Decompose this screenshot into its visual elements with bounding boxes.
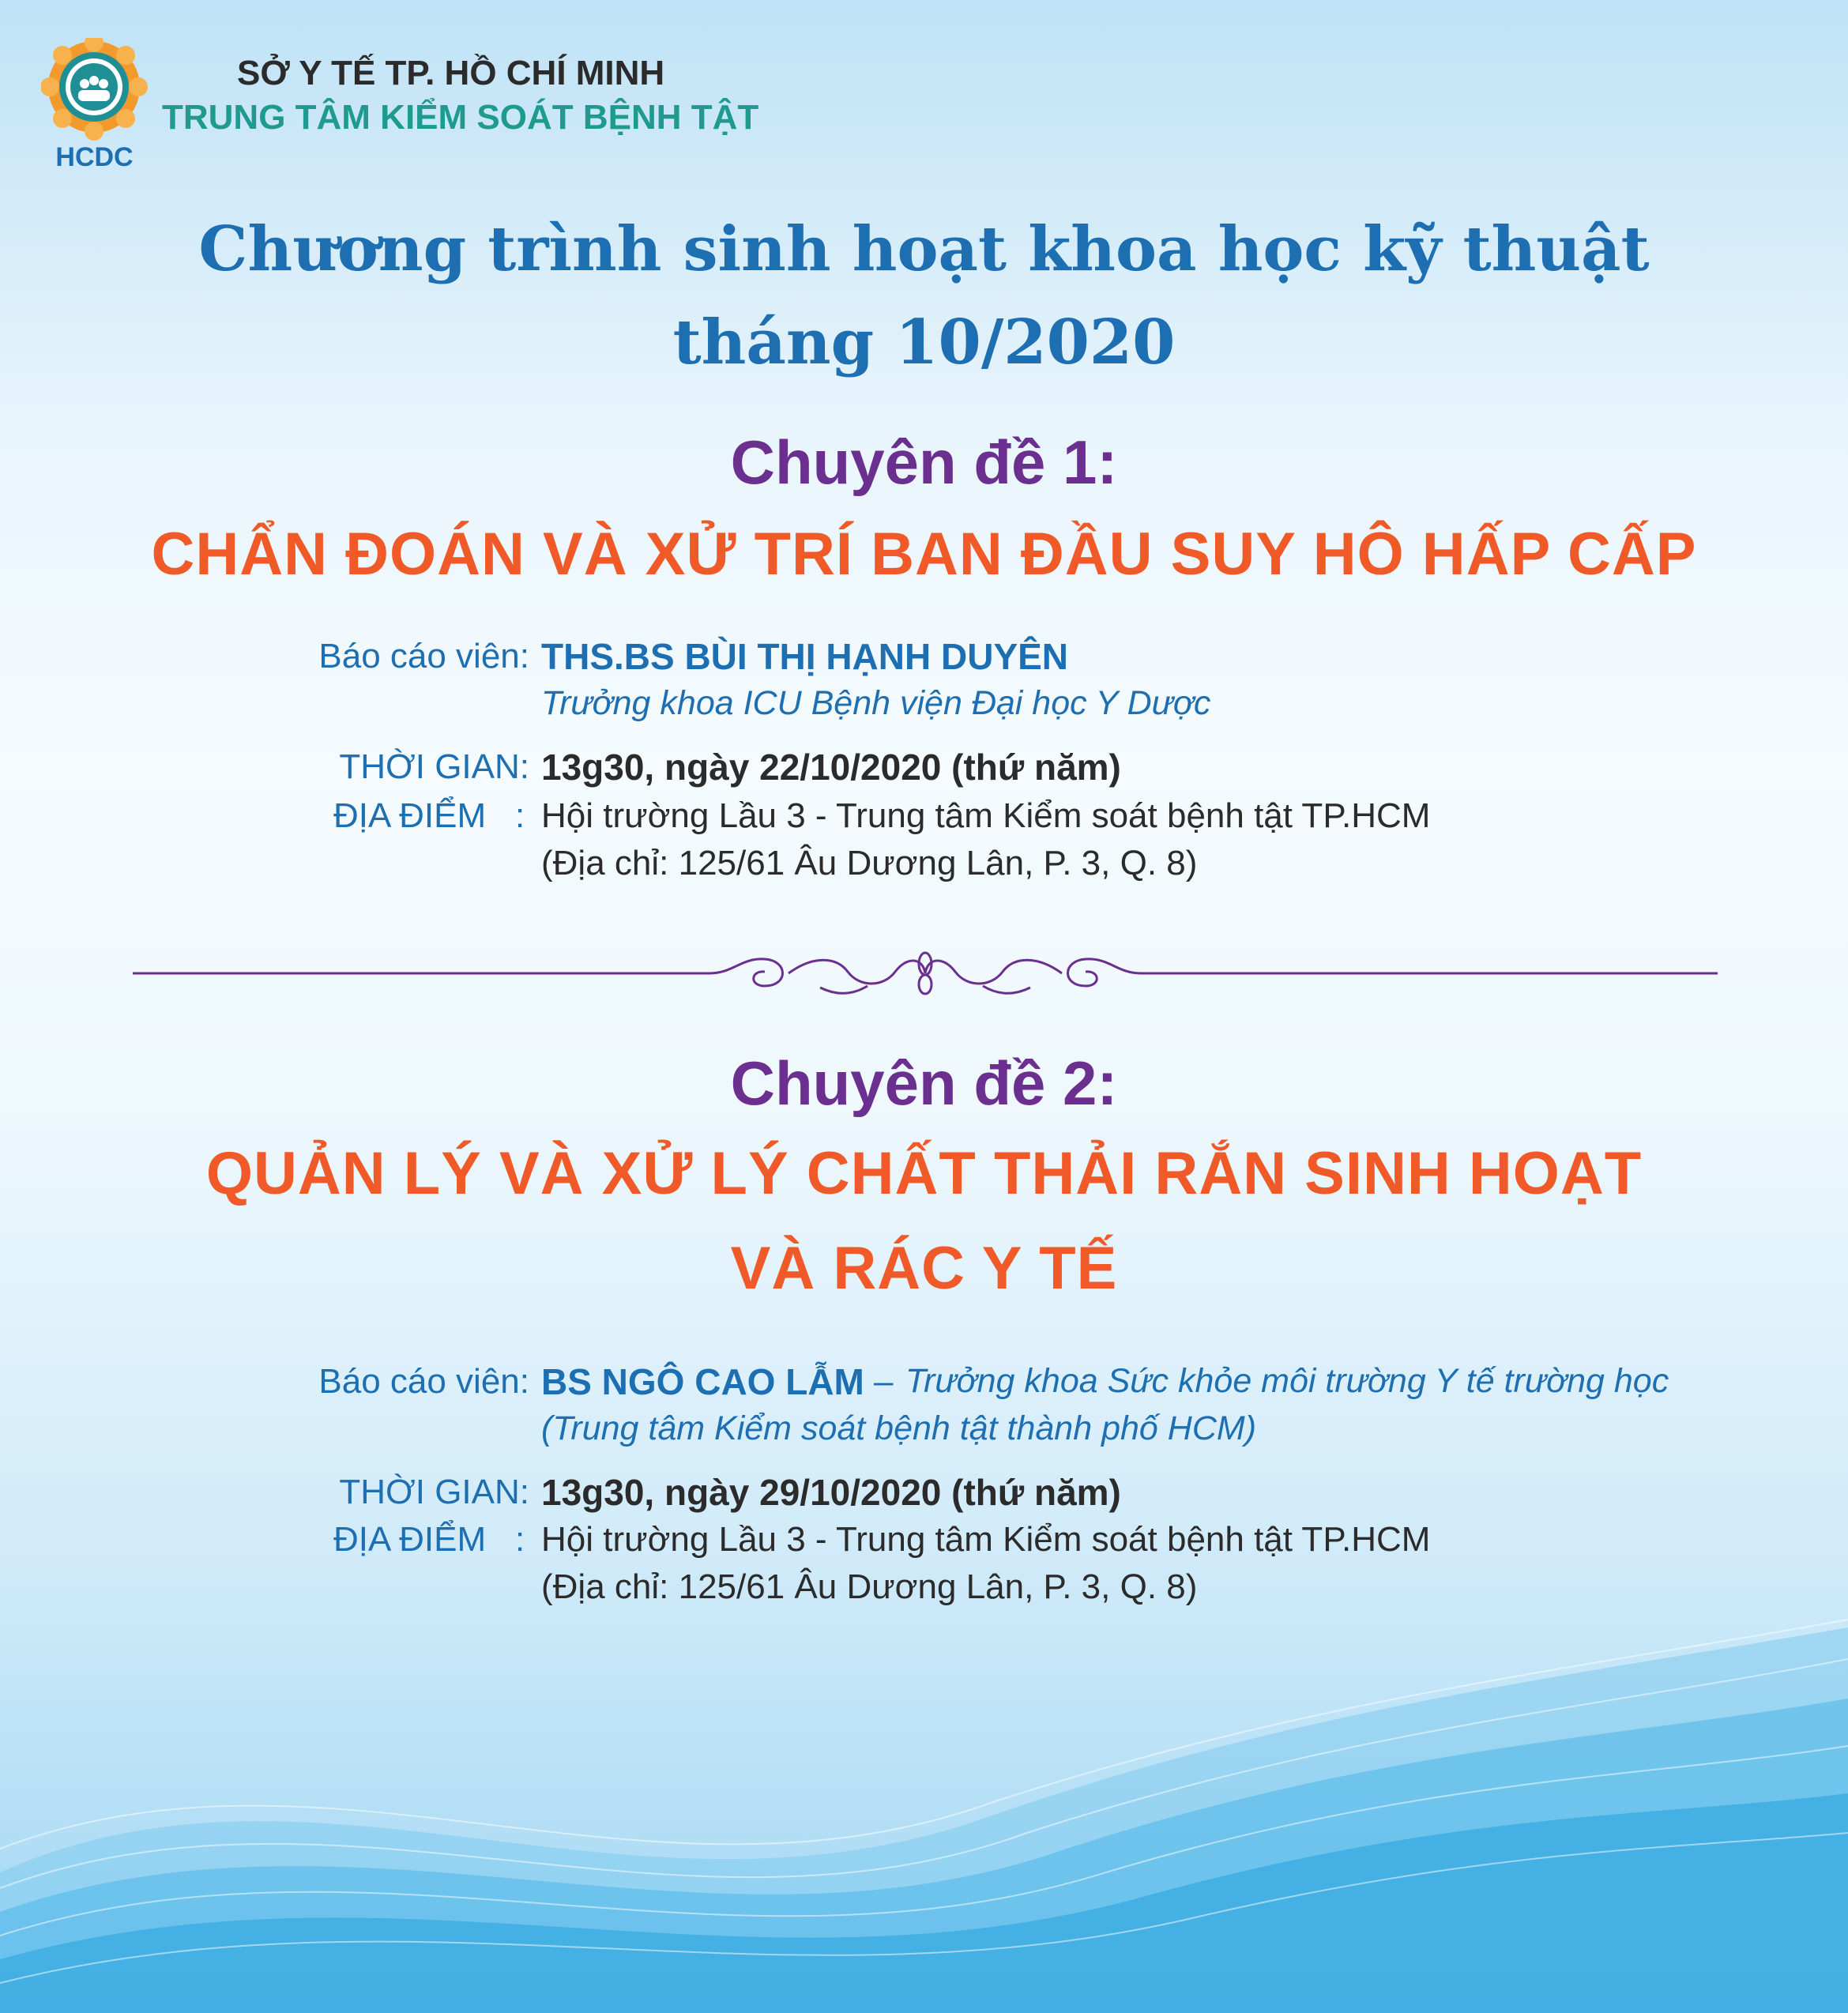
topic1-address: (Địa chỉ: 125/61 Âu Dương Lân, P. 3, Q. 8) (541, 844, 1198, 882)
logo-caption: HCDC (55, 142, 134, 172)
program-month: tháng 10/2020 (672, 307, 1176, 378)
topic1-place-label: ĐỊA ĐIỂM (333, 796, 487, 835)
topic1-speaker-label: Báo cáo viên: (318, 637, 529, 675)
topic1-place-colon: : (515, 796, 525, 835)
topic1-speaker-role: Trưởng khoa ICU Bệnh viện Đại học Y Dược (541, 684, 1211, 722)
topic2-label: Chuyên đề 2: (730, 1048, 1118, 1118)
program-title: Chương trình sinh hoạt khoa học kỹ thuật (198, 213, 1650, 285)
org-center-name: TRUNG TÂM KIỂM SOÁT BỆNH TẬT (162, 98, 759, 137)
topic1-speaker-name: THS.BS BÙI THỊ HẠNH DUYÊN (541, 636, 1069, 677)
topic2-title-line2: VÀ RÁC Y TẾ (730, 1235, 1118, 1302)
topic1-time-label: THỜI GIAN: (339, 747, 529, 786)
topic2-place-value: Hội trường Lầu 3 - Trung tâm Kiểm soát bệnh tật TP.HCM (541, 1520, 1431, 1559)
topic2-title-line1: QUẢN LÝ VÀ XỬ LÝ CHẤT THẢI RẮN SINH HOẠT (205, 1140, 1643, 1207)
topic1-place-value: Hội trường Lầu 3 - Trung tâm Kiểm soát bệnh tật TP.HCM (541, 796, 1431, 835)
topic2-place-colon: : (515, 1520, 525, 1559)
topic2-speaker-dash: – (874, 1362, 894, 1401)
topic2-speaker-name: BS NGÔ CAO LẪM (541, 1361, 864, 1402)
topic2-place-label: ĐỊA ĐIỂM (333, 1520, 487, 1559)
org-department: SỞ Y TẾ TP. HỒ CHÍ MINH (237, 54, 665, 92)
ornament-divider-icon (133, 948, 1718, 1003)
topic2-time-value: 13g30, ngày 29/10/2020 (thứ năm) (541, 1472, 1121, 1513)
wave-decoration (0, 1612, 1848, 2013)
topic2-speaker-role: Trưởng khoa Sức khỏe môi trường Y tế trường học (905, 1362, 1669, 1400)
topic2-address: (Địa chỉ: 125/61 Âu Dương Lân, P. 3, Q. 8) (541, 1567, 1198, 1606)
topic1-time-value: 13g30, ngày 22/10/2020 (thứ năm) (541, 747, 1121, 788)
topic2-speaker-org: (Trung tâm Kiểm soát bệnh tật thành phố HCM) (541, 1409, 1257, 1447)
topic2-speaker-label: Báo cáo viên: (318, 1362, 529, 1401)
topic1-title: CHẨN ĐOÁN VÀ XỬ TRÍ BAN ĐẦU SUY HÔ HẤP CẤP (151, 521, 1697, 588)
topic1-label: Chuyên đề 1: (730, 427, 1118, 497)
topic2-time-label: THỜI GIAN: (339, 1473, 529, 1511)
